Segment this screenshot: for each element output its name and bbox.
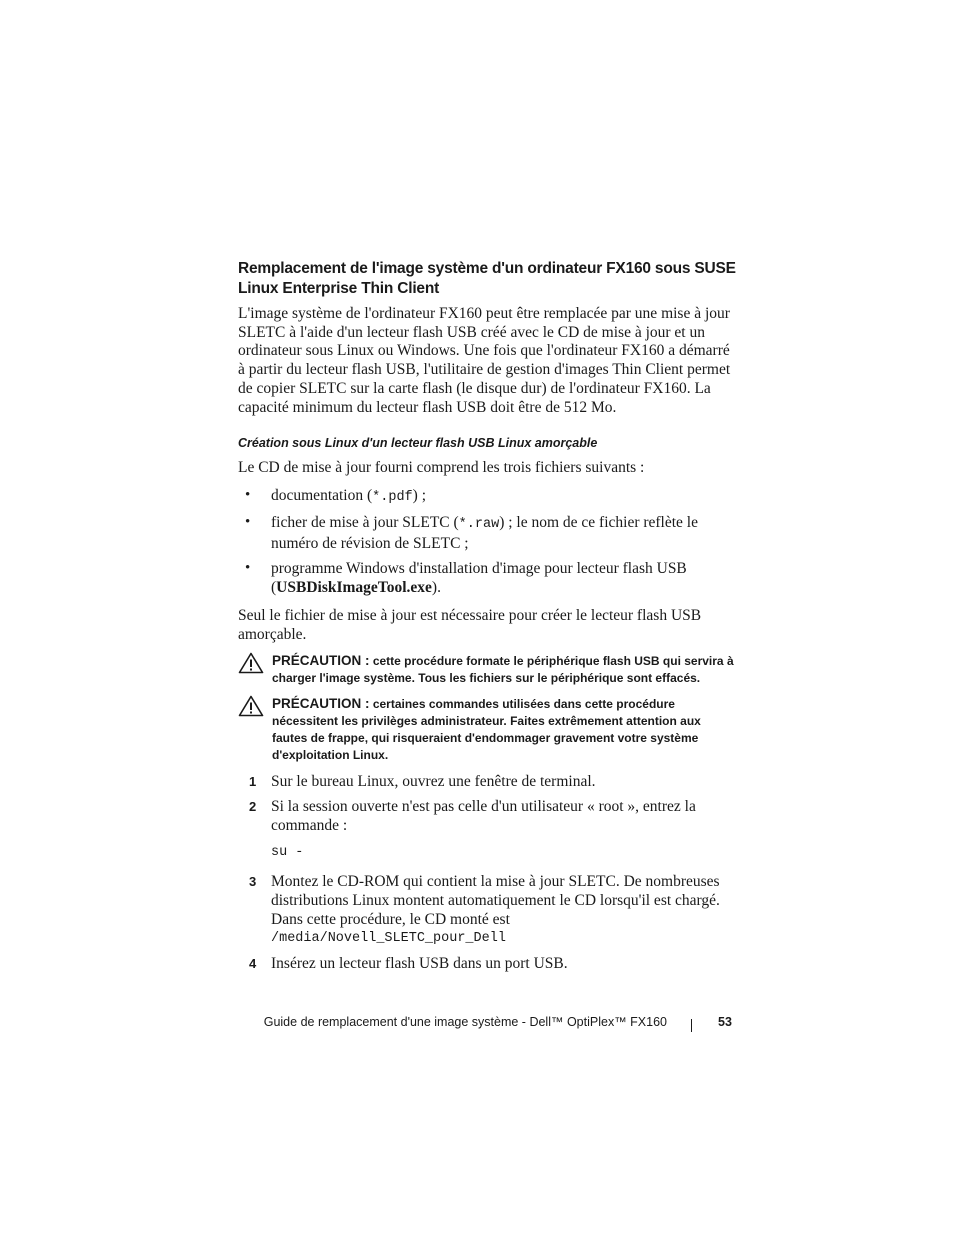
step-item [238, 772, 738, 791]
lead-paragraph: Le CD de mise à jour fourni comprend les trois fichiers suivants : [238, 459, 645, 477]
page-footer [0, 1015, 954, 1035]
list-item: • ficher de mise à jour SLETC (*.raw) ; le nom de ce fichier reflète le numéro de révision de SLETC ; [245, 513, 698, 552]
step-text: Si la session ouverte n'est pas celle d'un utilisateur « root », entrez la commande : [271, 798, 696, 835]
footer-guide-title: Guide de remplacement d'une image système - Dell™ OptiPlex™ FX160 [263, 1015, 667, 1029]
page-content [238, 259, 738, 979]
step-text: Insérez un lecteur flash USB dans un port USB. [271, 955, 568, 973]
file-pattern: *.pdf [372, 489, 413, 505]
caution-notice [238, 652, 738, 687]
step-item [238, 954, 738, 973]
bullet-icon: • [245, 513, 251, 530]
step-item [238, 872, 738, 948]
section-title: Remplacement de l'image système d'un ordinateur FX160 sous SUSE Linux Enterprise Thin Client [238, 260, 736, 297]
file-pattern: *.raw [458, 516, 500, 532]
step-number: 3 [249, 874, 257, 890]
tool-name: USBDiskImageTool.exe [276, 578, 432, 596]
procedure-steps [238, 772, 738, 973]
intro-paragraph: L'image système de l'ordinateur FX160 peut être remplacée par une mise à jour SLETC à l'aide d'un lecteur flash USB créé avec le CD de mise à jour et un ordinateur sous Linux ou Windows. Une fois que l'ordinateur FX160 a démarré à partir du lecteur flash USB, l'utilitaire de gestion d'images Thin Client permet de copier SLETC sur la carte flash (le disque dur) de l'ordinateur FX160. La capacité minimum du lecteur flash USB doit être de 512 Mo. [238, 305, 731, 416]
step-number: 1 [249, 774, 257, 790]
step-item [238, 797, 738, 862]
step-text: Sur le bureau Linux, ouvrez une fenêtre de terminal. [271, 773, 596, 791]
step-number: 2 [249, 799, 257, 815]
note-paragraph: Seul le fichier de mise à jour est nécessaire pour créer le lecteur flash USB amorçable. [238, 606, 702, 643]
file-list [238, 486, 738, 597]
footer-separator [691, 1019, 692, 1032]
step-number: 4 [249, 956, 257, 972]
warning-icon [238, 652, 264, 674]
caution-label: PRÉCAUTION : [272, 653, 370, 669]
mount-path-code: /media/Novell_SLETC_pour_Dell [271, 931, 506, 947]
step-text: Montez le CD-ROM qui contient la mise à jour SLETC. De nombreuses distributions Linux montent automatiquement le CD lorsqu'il est chargé. Dans cette procédure, le CD monté est [271, 873, 720, 929]
list-item: • programme Windows d'installation d'image pour lecteur flash USB (USBDiskImageTool.exe). [245, 559, 687, 596]
caution-text: cette procédure formate le périphérique flash USB qui servira à charger l'image système. Tous les fichiers sur le périphérique sont effacés. [272, 654, 734, 686]
caution-label: PRÉCAUTION : [272, 696, 370, 712]
subsection-title: Création sous Linux d'un lecteur flash USB Linux amorçable [238, 436, 598, 451]
caution-notice [238, 695, 738, 764]
command-code: su - [271, 845, 304, 861]
warning-icon [238, 695, 264, 717]
page-number: 53 [718, 1015, 732, 1029]
caution-text: certaines commandes utilisées dans cette procédure nécessitent les privilèges administrateur. Faites extrêmement attention aux fautes de frappe, qui risqueraient d'endommager gravement votre système d'exploitation Linux. [272, 697, 701, 763]
bullet-icon: • [245, 486, 251, 503]
bullet-icon: • [245, 559, 251, 576]
list-item: • documentation (*.pdf) ; [245, 486, 427, 505]
